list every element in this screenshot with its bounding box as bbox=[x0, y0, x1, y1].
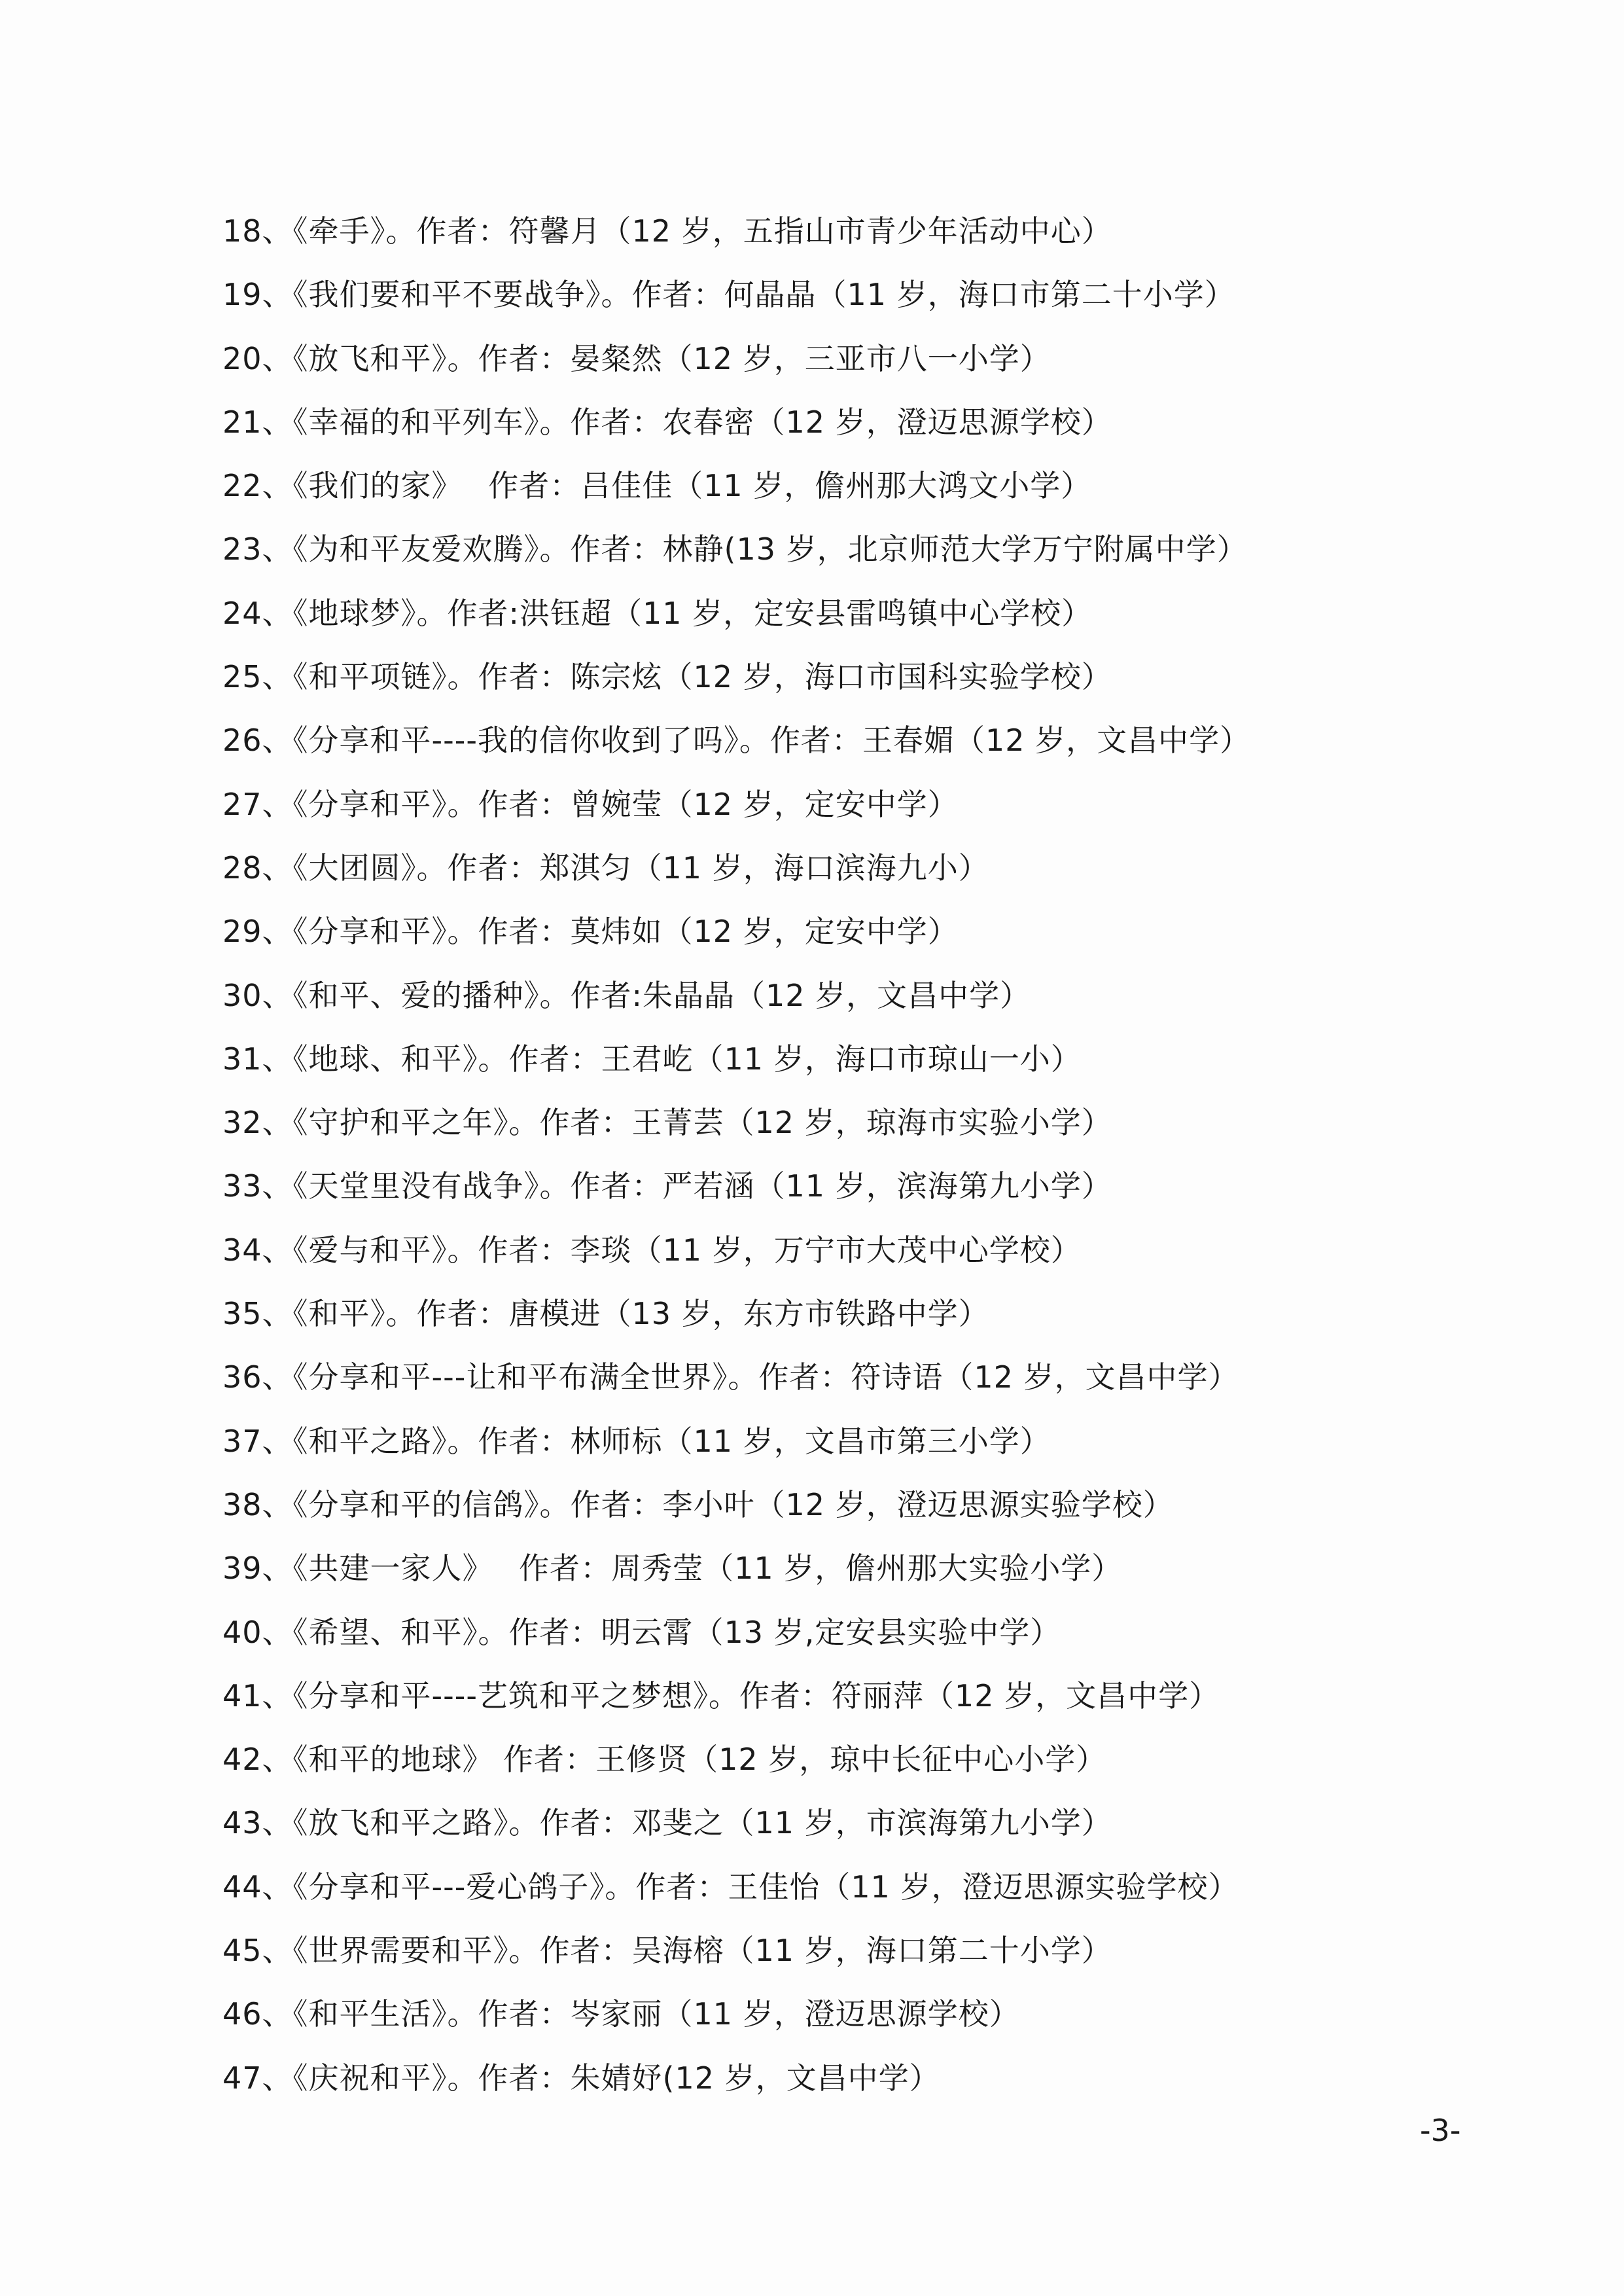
list-item: 18、《牵手》。作者：符馨月（12 岁，五指山市青少年活动中心） bbox=[222, 213, 1112, 249]
list-item: 42、《和平的地球》 作者：王修贤（12 岁，琼中长征中心小学） bbox=[222, 1742, 1107, 1778]
list-item: 29、《分享和平》。作者：莫炜如（12 岁，定安中学） bbox=[222, 914, 959, 950]
list-item: 28、《大团圆》。作者：郑淇匀（11 岁，海口滨海九小） bbox=[222, 850, 989, 886]
list-item: 22、《我们的家》 作者：吕佳佳（11 岁，儋州那大鸿文小学） bbox=[222, 468, 1092, 504]
list-item: 26、《分享和平----我的信你收到了吗》。作者：王春媚（12 岁，文昌中学） bbox=[222, 723, 1251, 759]
list-item: 21、《幸福的和平列车》。作者：农春密（12 岁，澄迈思源学校） bbox=[222, 404, 1112, 440]
list-item: 27、《分享和平》。作者：曾婉莹（12 岁，定安中学） bbox=[222, 786, 959, 822]
list-item: 20、《放飞和平》。作者：晏粲然（12 岁，三亚市八一小学） bbox=[222, 340, 1051, 376]
list-item: 32、《守护和平之年》。作者：王菁芸（12 岁，琼海市实验小学） bbox=[222, 1105, 1112, 1141]
list-item: 45、《世界需要和平》。作者：吴海榕（11 岁，海口第二十小学） bbox=[222, 1933, 1112, 1969]
list-item: 30、《和平、爱的播种》。作者:朱晶晶（12 岁，文昌中学） bbox=[222, 977, 1031, 1013]
list-item: 47、《庆祝和平》。作者：朱婧妤(12 岁，文昌中学） bbox=[222, 2060, 940, 2096]
list-item: 40、《希望、和平》。作者：明云霄（13 岁,定安县实验中学） bbox=[222, 1614, 1061, 1650]
list-item: 24、《地球梦》。作者:洪钰超（11 岁，定安县雷鸣镇中心学校） bbox=[222, 595, 1093, 631]
list-item: 38、《分享和平的信鸽》。作者：李小叶（12 岁，澄迈思源实验学校） bbox=[222, 1486, 1174, 1522]
list-item: 43、《放飞和平之路》。作者：邓斐之（11 岁，市滨海第九小学） bbox=[222, 1805, 1112, 1841]
entry-list bbox=[222, 208, 1531, 2119]
list-item: 31、《地球、和平》。作者：王君屹（11 岁，海口市琼山一小） bbox=[222, 1041, 1082, 1077]
page-number: -3- bbox=[1420, 2113, 1461, 2148]
list-item: 39、《共建一家人》 作者：周秀莹（11 岁，儋州那大实验小学） bbox=[222, 1551, 1123, 1587]
list-item: 23、《为和平友爱欢腾》。作者：林静(13 岁，北京师范大学万宁附属中学） bbox=[222, 531, 1248, 567]
list-item: 41、《分享和平----艺筑和平之梦想》。作者：符丽萍（12 岁，文昌中学） bbox=[222, 1677, 1220, 1713]
list-item: 33、《天堂里没有战争》。作者：严若涵（11 岁，滨海第九小学） bbox=[222, 1168, 1112, 1204]
list-item: 46、《和平生活》。作者：岑家丽（11 岁，澄迈思源学校） bbox=[222, 1996, 1020, 2032]
list-item: 35、《和平》。作者：唐模进（13 岁，东方市铁路中学） bbox=[222, 1296, 989, 1332]
list-item: 36、《分享和平---让和平布满全世界》。作者：符诗语（12 岁，文昌中学） bbox=[222, 1359, 1239, 1395]
list-item: 34、《爱与和平》。作者：李琰（11 岁，万宁市大茂中心学校） bbox=[222, 1232, 1082, 1268]
list-item: 19、《我们要和平不要战争》。作者：何晶晶（11 岁，海口市第二十小学） bbox=[222, 277, 1235, 313]
list-item: 37、《和平之路》。作者：林师标（11 岁，文昌市第三小学） bbox=[222, 1423, 1051, 1459]
list-item: 25、《和平项链》。作者：陈宗炫（12 岁，海口市国科实验学校） bbox=[222, 659, 1112, 695]
list-item: 44、《分享和平---爱心鸽子》。作者：王佳怡（11 岁，澄迈思源实验学校） bbox=[222, 1869, 1239, 1905]
